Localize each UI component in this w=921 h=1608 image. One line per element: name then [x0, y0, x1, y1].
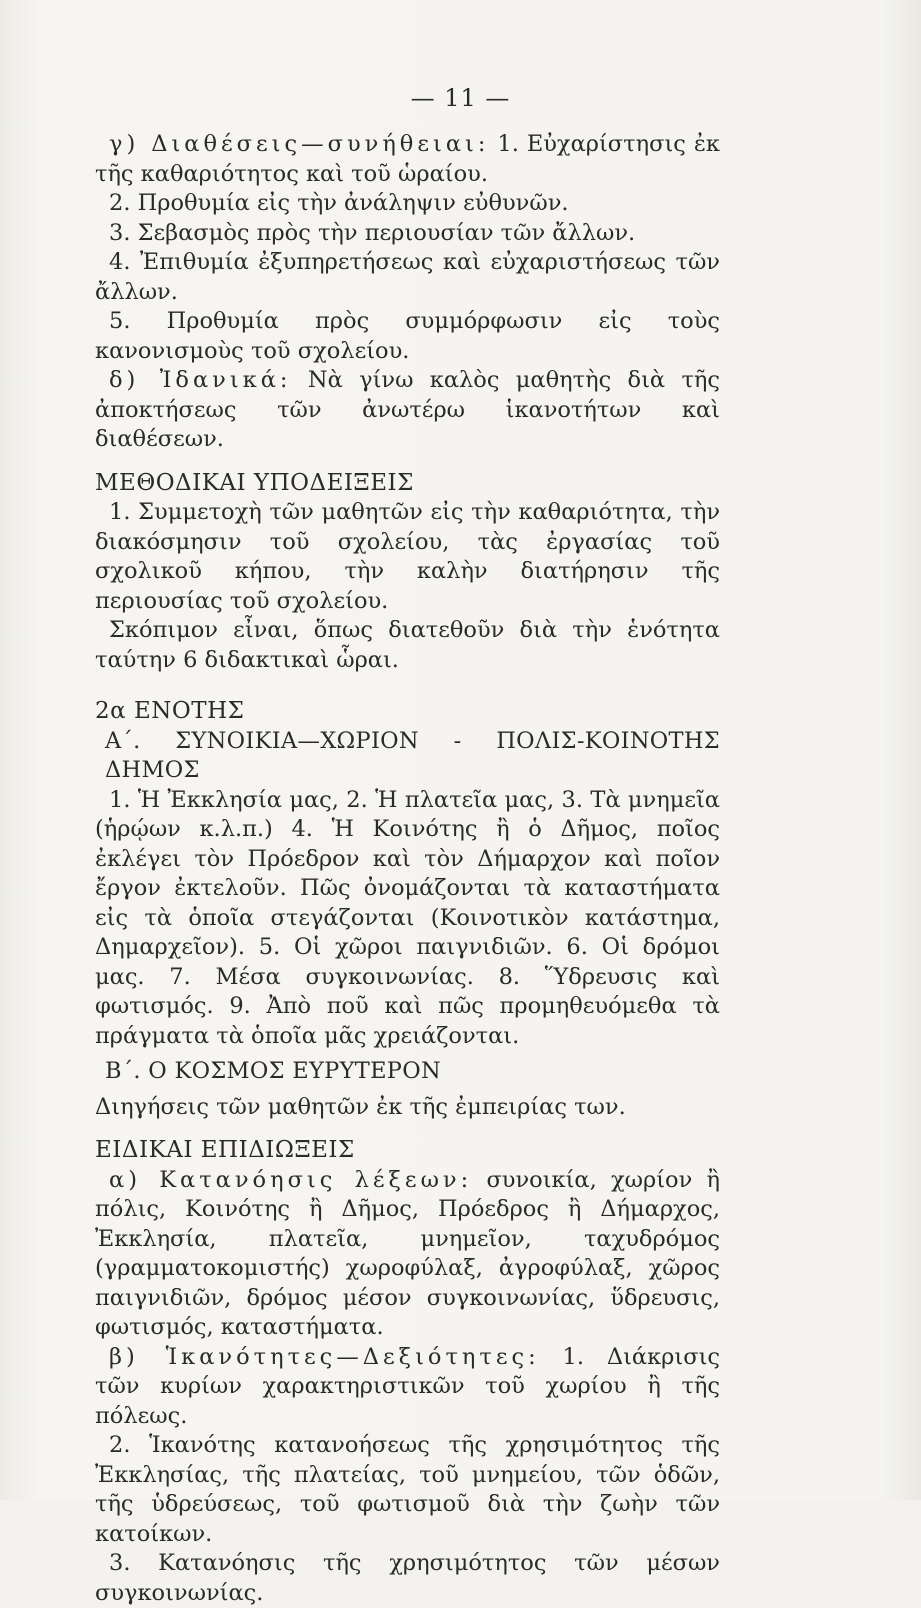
delta-text: Νὰ γίνω καλὸς μαθητὴς διὰ τῆς ἀποκτήσεως τῶν ἀνωτέρω ἱκανοτήτων καὶ διαθέσεων. [95, 367, 720, 452]
alpha-paragraph [95, 1166, 720, 1343]
beta-label: β) Ἱκανότητες—Δεξιότητες: [109, 1343, 540, 1370]
section-heading-methodical: ΜΕΘΟΔΙΚΑΙ ΥΠΟΔΕΙΞΕΙΣ [95, 469, 414, 496]
methodical-paragraph-2: Σκόπιμον εἶναι, ὅπως διατεθοῦν διὰ τὴν ἑνότητα ταύτην 6 διδακτικαὶ ὧραι. [95, 617, 720, 673]
beta-text: 1. Διάκρισις τῶν κυρίων χαρακτηριστικῶν τοῦ χωρίου ἢ τῆς πόλεως. [95, 1343, 720, 1429]
unit-heading: 2α ΕΝΟΤΗΣ [95, 698, 245, 724]
delta-label: δ) Ἰδανικά: [109, 367, 292, 393]
alpha-text: συνοικία, χωρίον ἢ πόλις, Κοινότης ἢ Δῆμος, Πρόεδρος ἢ Δήμαρχος, Ἐκκλησία, πλατεῖα, μνημεῖον, ταχυδρόμος (γραμματοκομιστής) χωροφύλαξ, ἀγροφύλαξ, χῶρος παιγνιδιῶν, δρόμος μέσον συγκοινωνίας, ὕδρευσις, φωτισμός, καταστήματα. [95, 1166, 721, 1340]
list-item: 2. Ἱκανότης κατανοήσεως τῆς χρησιμότητος τῆς Ἐκκλησίας, τῆς πλατείας, τοῦ μνημείου, τῶν ὁδῶν, τῆς ὑδρεύσεως, τοῦ φωτισμοῦ διὰ τὴν ζωὴν τῶν κατοίκων. [95, 1432, 720, 1547]
section-a-heading: Α΄. ΣΥΝΟΙΚΙΑ—ΧΩΡΙΟΝ - ΠΟΛΙΣ-ΚΟΙΝΟΤΗΣ ΔΗΜΟΣ [105, 727, 720, 783]
gamma-text: 1. Εὐχαρίστησις ἐκ τῆς καθαριότητος καὶ τοῦ ὡραίου. [95, 131, 720, 187]
list-item: 3. Κατανόησις τῆς χρησιμότητος τῶν μέσων συγκοινωνίας. [95, 1550, 720, 1606]
gamma-paragraph [95, 130, 720, 189]
alpha-label: α) Κατανόησις λέξεων: [109, 1166, 473, 1193]
page-number: — 11 — [410, 84, 511, 112]
methodical-paragraph-1: 1. Συμμετοχὴ τῶν μαθητῶν εἰς τὴν καθαριότητα, τὴν διακόσμησιν τοῦ σχολείου, τὰς ἐργασίας τοῦ σχολικοῦ κήπου, τὴν καλὴν διατήρησιν τῆς περιουσίας τοῦ σχολείου. [95, 499, 720, 614]
list-item: 2. Προθυμία εἰς τὴν ἀνάληψιν εὐθυνῶν. [109, 190, 569, 216]
section-b-text: Διηγήσεις τῶν μαθητῶν ἐκ τῆς ἐμπειρίας των. [95, 1093, 626, 1120]
list-item: 5. Προθυμία πρὸς συμμόρφωσιν εἰς τοὺς κανονισμοὺς τοῦ σχολείου. [95, 308, 720, 364]
list-item: 4. Ἐπιθυμία ἐξυπηρετήσεως καὶ εὐχαριστήσεως τῶν ἄλλων. [95, 249, 720, 305]
delta-paragraph [95, 366, 720, 455]
page-body [95, 130, 720, 1608]
section-heading-special: ΕΙΔΙΚΑΙ ΕΠΙΔΙΩΞΕΙΣ [95, 1137, 355, 1163]
section-a-text: 1. Ἡ Ἐκκλησία μας, 2. Ἡ πλατεῖα μας, 3. Τὰ μνημεῖα (ἡρῴων κ.λ.π.) 4. Ἡ Κοινότης ἢ ὁ Δῆμος, ποῖος ἐκλέγει τὸν Πρόεδρον καὶ τὸν Δήμαρχον καὶ ποῖον ἔργον ἐκτελοῦν. Πῶς ὀνομάζονται τὰ καταστήματα εἰς τὰ ὁποῖα στεγάζονται (Κοινοτικὸν κατάστημα, Δημαρχεῖον). 5. Οἱ χῶροι παιγνιδιῶν. 6. Οἱ δρόμοι μας. 7. Μέσα συγκοινωνίας. 8. Ὕδρευσις καὶ φωτισμός. 9. Ἀπὸ ποῦ καὶ πῶς προμηθευόμεθα τὰ πράγματα τὰ ὁποῖα μᾶς χρειάζονται. [95, 786, 720, 1049]
beta-paragraph [95, 1343, 720, 1432]
list-item: 3. Σεβασμὸς πρὸς τὴν περιουσίαν τῶν ἄλλων. [109, 219, 636, 246]
section-b-heading: Β΄. Ο ΚΟΣΜΟΣ ΕΥΡΥΤΕΡΟΝ [105, 1058, 441, 1084]
gamma-label: γ) Διαθέσεις—συνήθειαι: [109, 131, 490, 157]
